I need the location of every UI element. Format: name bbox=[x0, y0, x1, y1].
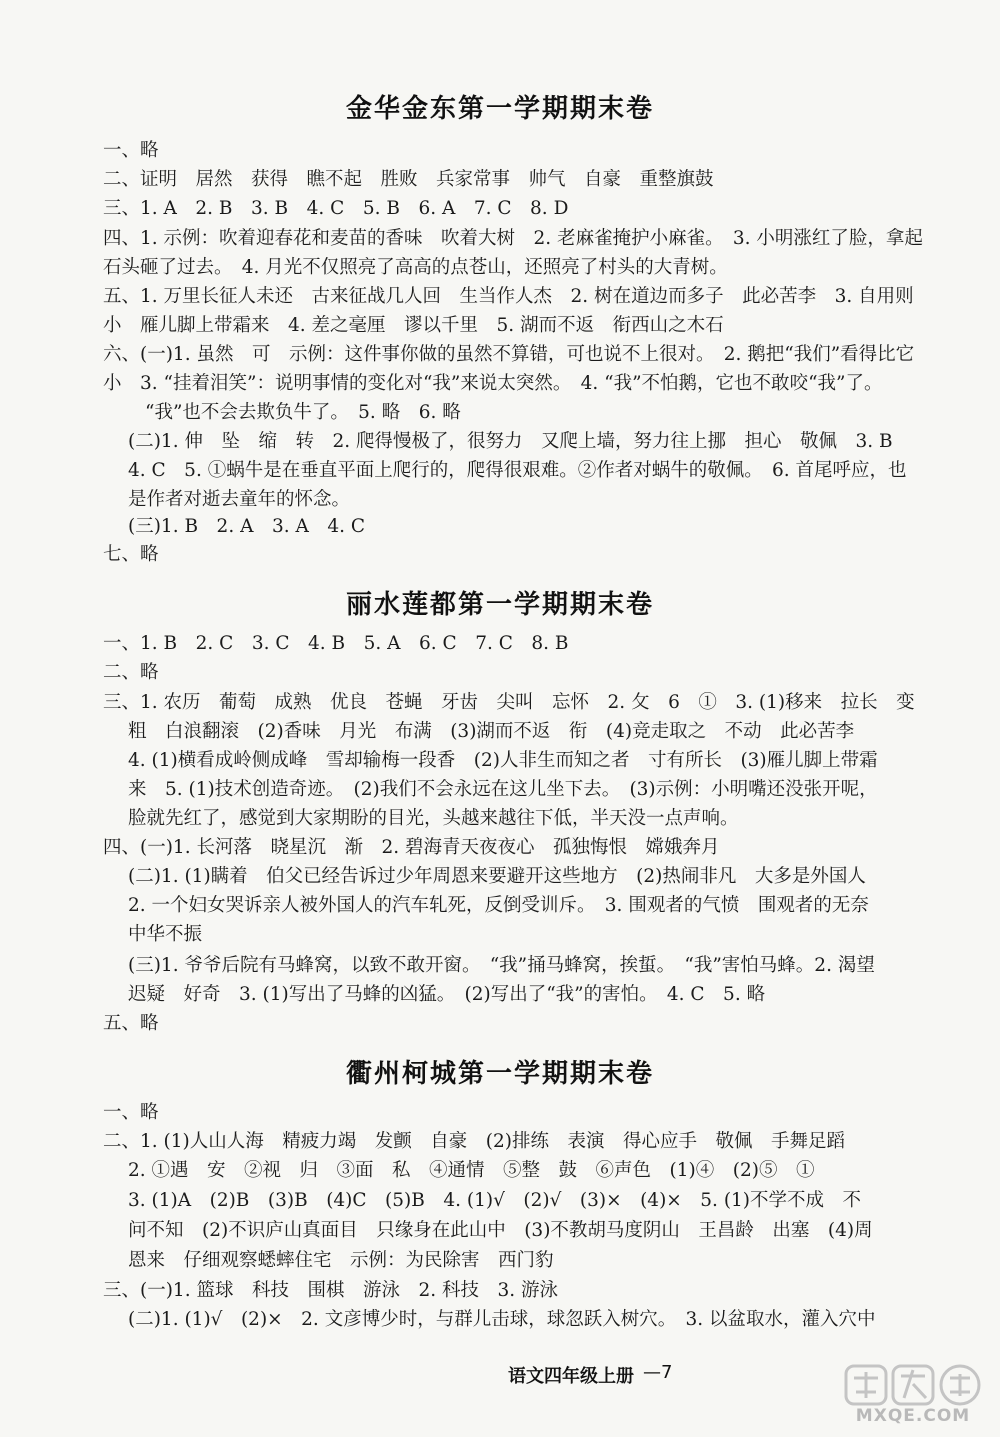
answer-line: 一、略 bbox=[103, 1102, 159, 1123]
answer-line: (二)1. (1)瞒着 伯父已经告诉过少年周恩来要避开这些地方 (2)热闹非凡 大多是外国人 bbox=[128, 866, 866, 887]
answer-line: 五、1. 万里长征人未还 古来征战几人回 生当作人杰 2. 树在道边而多子 此必苦李 3. 自用则 bbox=[103, 286, 914, 307]
answer-line: 五、略 bbox=[103, 1013, 159, 1034]
answer-line: 一、略 bbox=[103, 140, 159, 161]
answer-line: 脸就先红了，感觉到大家期盼的目光，头越来越往下低，半天没一点声响。 bbox=[128, 808, 739, 829]
answer-line: 小 3. “挂着泪笑”：说明事情的变化对“我”来说太突然。 4. “我”不怕鹅，它也不敢咬“我”了。 bbox=[103, 373, 883, 394]
section-title: 金华金东第一学期期末卷 bbox=[345, 94, 654, 124]
book-label: 语文四年级上册 bbox=[508, 1366, 634, 1387]
answer-line: 4. (1)横看成岭侧成峰 雪却输梅一段香 (2)人非生而知之者 寸有所长 (3)雁儿脚上带霜 bbox=[128, 750, 878, 771]
answer-line: 三、1. 农历 葡萄 成熟 优良 苍蝇 牙齿 尖叫 忘怀 2. 攵 6 ① 3. (1)移来 拉长 变 bbox=[103, 692, 915, 713]
answer-line: 3. (1)A (2)B (3)B (4)C (5)B 4. (1)√ (2)√ (3)× (4)× 5. (1)不学不成 不 bbox=[128, 1190, 862, 1211]
answer-line: 2. 一个妇女哭诉亲人被外国人的汽车轧死，反倒受训斥。 3. 围观者的气愤 围观者的无奈 bbox=[128, 895, 869, 916]
section-title: 衢州柯城第一学期期末卷 bbox=[345, 1059, 654, 1089]
watermark-logo-icon bbox=[838, 1362, 988, 1408]
answer-line: 三、1. A 2. B 3. B 4. C 5. B 6. A 7. C 8. D bbox=[103, 198, 569, 219]
answer-line: 石头砸了过去。 4. 月光不仅照亮了高高的点苍山，还照亮了村头的大青树。 bbox=[103, 257, 728, 278]
answer-line: 四、1. 示例：吹着迎春花和麦苗的香味 吹着大树 2. 老麻雀掩护小麻雀。 3. 小明涨红了脸，拿起 bbox=[103, 228, 923, 249]
answer-line: 来 5. (1)技术创造奇迹。 (2)我们不会永远在这儿坐下去。 (3)示例：小明嘴还没张开呢， bbox=[128, 779, 878, 800]
answer-line: 问不知 (2)不识庐山真面目 只缘身在此山中 (3)不教胡马度阴山 王昌龄 出塞 (4)周 bbox=[128, 1220, 873, 1241]
answer-line: 是作者对逝去童年的怀念。 bbox=[128, 489, 351, 510]
answer-line: 四、(一)1. 长河落 晓星沉 渐 2. 碧海青天夜夜心 孤独悔恨 嫦娥奔月 bbox=[103, 837, 720, 858]
answer-line: 4. C 5. ①蜗牛是在垂直平面上爬行的，爬得很艰难。②作者对蜗牛的敬佩。 6. 首尾呼应，也 bbox=[128, 460, 907, 481]
answer-line: 中华不振 bbox=[128, 924, 203, 945]
answer-line: 六、(一)1. 虽然 可 示例：这件事你做的虽然不算错，可也说不上很对。 2. 鹅把“我们”看得比它 bbox=[103, 344, 915, 365]
answer-line: 迟疑 好奇 3. (1)写出了马蜂的凶猛。 (2)写出了“我”的害怕。 4. C 5. 略 bbox=[128, 984, 766, 1005]
answer-line: 粗 白浪翻滚 (2)香味 月光 布满 (3)湖而不返 衔 (4)竞走取之 不动 此必苦李 bbox=[128, 721, 855, 742]
watermark-logo bbox=[838, 1362, 988, 1430]
answer-line: (二)1. 伸 坠 缩 转 2. 爬得慢极了，很努力 又爬上墙，努力往上挪 担心 敬佩 3. B bbox=[128, 431, 893, 452]
answer-line: (二)1. (1)√ (2)× 2. 文彦博少时，与群儿击球，球忽跃入树穴。 3. 以盆取水，灌入穴中 bbox=[128, 1309, 876, 1330]
watermark-site-text: MXQE.COM bbox=[855, 1406, 971, 1426]
answer-line: 二、1. (1)人山人海 精疲力竭 发颤 自豪 (2)排练 表演 得心应手 敬佩 手舞足蹈 bbox=[103, 1131, 845, 1152]
answer-line: 恩来 仔细观察蟋蟀住宅 示例：为民除害 西门豹 bbox=[128, 1250, 554, 1271]
answer-line: 三、(一)1. 篮球 科技 围棋 游泳 2. 科技 3. 游泳 bbox=[103, 1280, 559, 1301]
section-title: 丽水莲都第一学期期末卷 bbox=[345, 590, 654, 620]
answer-line: 七、略 bbox=[103, 544, 159, 565]
answer-line: 二、略 bbox=[103, 662, 159, 683]
answer-line: “我”也不会去欺负牛了。 5. 略 6. 略 bbox=[145, 402, 461, 423]
answer-line: (三)1. 爷爷后院有马蜂窝，以致不敢开窗。 “我”捅马蜂窝，挨蜇。 “我”害怕马蜂。2. 渴望 bbox=[128, 955, 875, 976]
answer-line: 2. ①遇 安 ②视 归 ③面 私 ④通情 ⑤整 鼓 ⑥声色 (1)④ (2)⑤ ① bbox=[128, 1160, 815, 1181]
answer-line: 二、证明 居然 获得 瞧不起 胜败 兵家常事 帅气 自豪 重整旗鼓 bbox=[103, 169, 714, 190]
page-number: —7 bbox=[643, 1362, 673, 1383]
answer-line: 小 雁儿脚上带霜来 4. 差之毫厘 谬以千里 5. 湖而不返 衔西山之木石 bbox=[103, 315, 724, 336]
answer-line: 一、1. B 2. C 3. C 4. B 5. A 6. C 7. C 8. B bbox=[103, 633, 569, 654]
answer-line: (三)1. B 2. A 3. A 4. C bbox=[128, 516, 366, 537]
